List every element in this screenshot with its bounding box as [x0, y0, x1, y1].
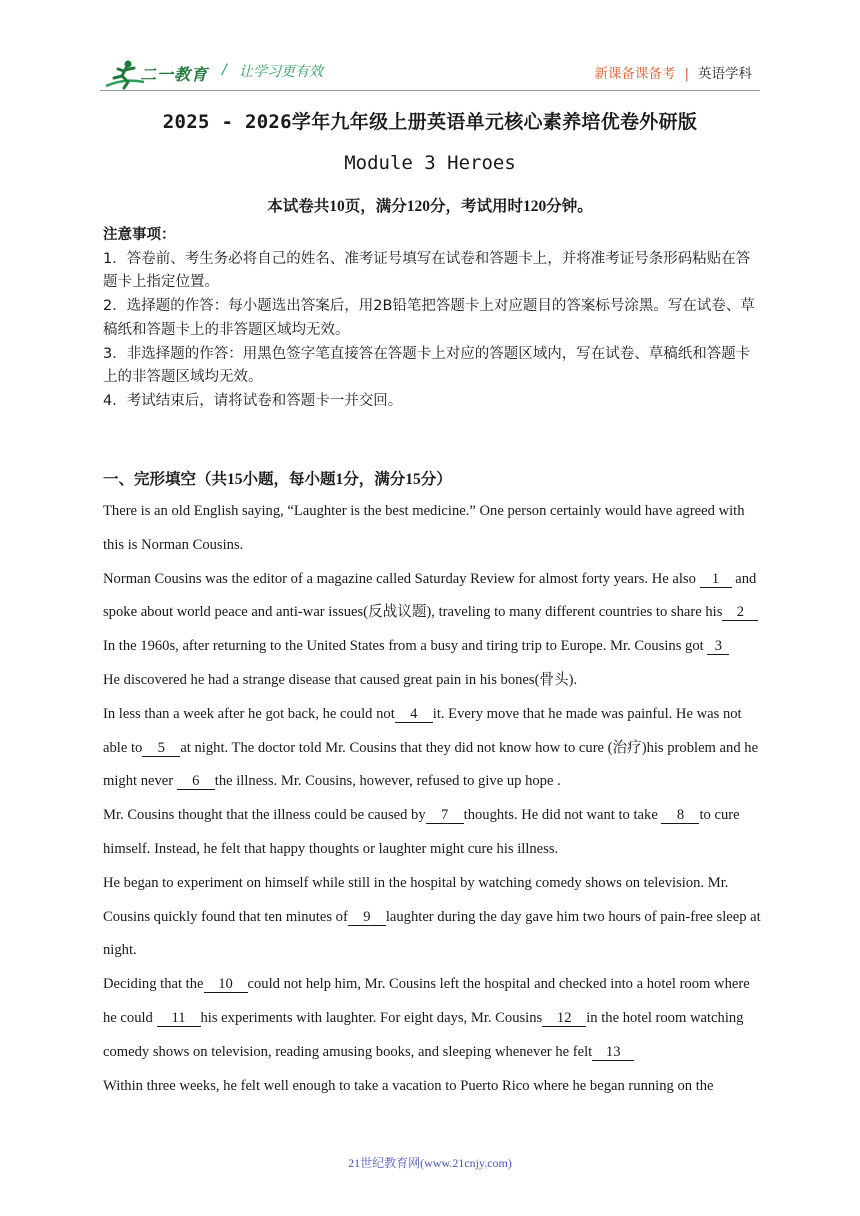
page-footer: 21世纪教育网(www.21cnjy.com): [348, 1156, 512, 1170]
passage-paragraph: Norman Cousins was the editor of a magazine called Saturday Review for almost forty years. He also 1 and spoke about world peace and anti-war issues(反战议题), traveling to many different countries to share his 2: [103, 563, 763, 631]
blank-6: 6: [177, 773, 215, 790]
passage-paragraph: In less than a week after he got back, he could not 4 it. Every move that he made was painful. He was not able to 5 at night. The doctor told Mr. Cousins that they did not know how to cure (治疗)his problem and he might never 6 the illness. Mr. Cousins, however, refused to give up hope .: [103, 705, 759, 790]
blank-13: 13: [592, 1044, 634, 1061]
header-divider: |: [684, 66, 689, 82]
slogan: 让学习更有效: [239, 64, 323, 80]
slogan-separator: /: [222, 62, 227, 78]
cloze-passage: [103, 495, 763, 1103]
notes-section: [103, 224, 763, 414]
passage-paragraph: Deciding that the 10 could not help him, Mr. Cousins left the hospital and checked into a hotel room where he could 11 his experiments with laughter. For eight days, Mr. Cousins 12 in the hotel room watching comedy shows on television, reading amusing books, and sleeping whenever he felt 13: [103, 976, 750, 1060]
note-item: 4．考试结束后，请将试卷和答题卡一并交回。: [103, 392, 403, 409]
org-name: 新课备课备考: [594, 66, 676, 82]
header-divider-line: [100, 90, 760, 91]
blank-7: 7: [426, 807, 464, 824]
blank-10: 10: [204, 976, 248, 993]
blank-11: 11: [157, 1010, 201, 1027]
subject-name: 英语学科: [698, 66, 752, 82]
exam-info: 本试卷共10页，满分120分，考试用时120分钟。: [267, 198, 593, 215]
blank-4: 4: [395, 706, 433, 723]
logo-text: 二一教育: [140, 65, 209, 84]
note-item: 2．选择题的作答：每小题选出答案后，用2B铅笔把答题卡上对应题目的答案标号涂黑。写在试卷、草稿纸和答题卡上的非答题区域均无效。: [103, 298, 755, 338]
blank-9: 9: [348, 909, 386, 926]
page-title: 2025 - 2026学年九年级上册英语单元核心素养培优卷外研版: [162, 111, 698, 133]
passage-paragraph: There is an old English saying, “Laughter is the best medicine.” One person certainly would have agreed with this is Norman Cousins.: [103, 503, 745, 553]
blank-2: 2: [722, 604, 758, 621]
passage-paragraph: Within three weeks, he felt well enough to take a vacation to Puerto Rico where he began running on the: [103, 1077, 714, 1094]
passage-paragraph: In the 1960s, after returning to the United States from a busy and tiring trip to Europe. Mr. Cousins got 3 He discovered he had a strange disease that caused great pain in his bones(骨头).: [103, 630, 763, 698]
page-subtitle: Module 3 Heroes: [344, 152, 516, 174]
blank-1: 1: [700, 571, 732, 588]
blank-12: 12: [542, 1010, 586, 1027]
blank-5: 5: [142, 740, 180, 757]
passage-paragraph: Mr. Cousins thought that the illness could be caused by 7 thoughts. He did not want to take 8 to cure himself. Instead, he felt that happy thoughts or laughter might cure his illness.: [103, 807, 740, 857]
note-item: 3．非选择题的作答：用黑色签字笔直接答在答题卡上对应的答题区域内，写在试卷、草稿纸和答题卡上的非答题区域均无效。: [103, 345, 751, 386]
section-title: 一、完形填空（共15小题，每小题1分，满分15分）: [103, 471, 452, 488]
notes-heading: 注意事项：: [103, 227, 176, 243]
header-right: [594, 62, 752, 82]
blank-3: 3: [707, 638, 729, 655]
blank-8: 8: [661, 807, 699, 824]
note-item: 1．答卷前、考生务必将自己的姓名、准考证号填写在试卷和答题卡上，并将准考证号条形码粘贴在答题卡上指定位置。: [103, 250, 751, 291]
passage-paragraph: He began to experiment on himself while still in the hospital by watching comedy shows on television. Mr. Cousins quickly found that ten minutes of 9 laughter during the day gave him two hours of pain-free sleep at night.: [103, 874, 761, 959]
